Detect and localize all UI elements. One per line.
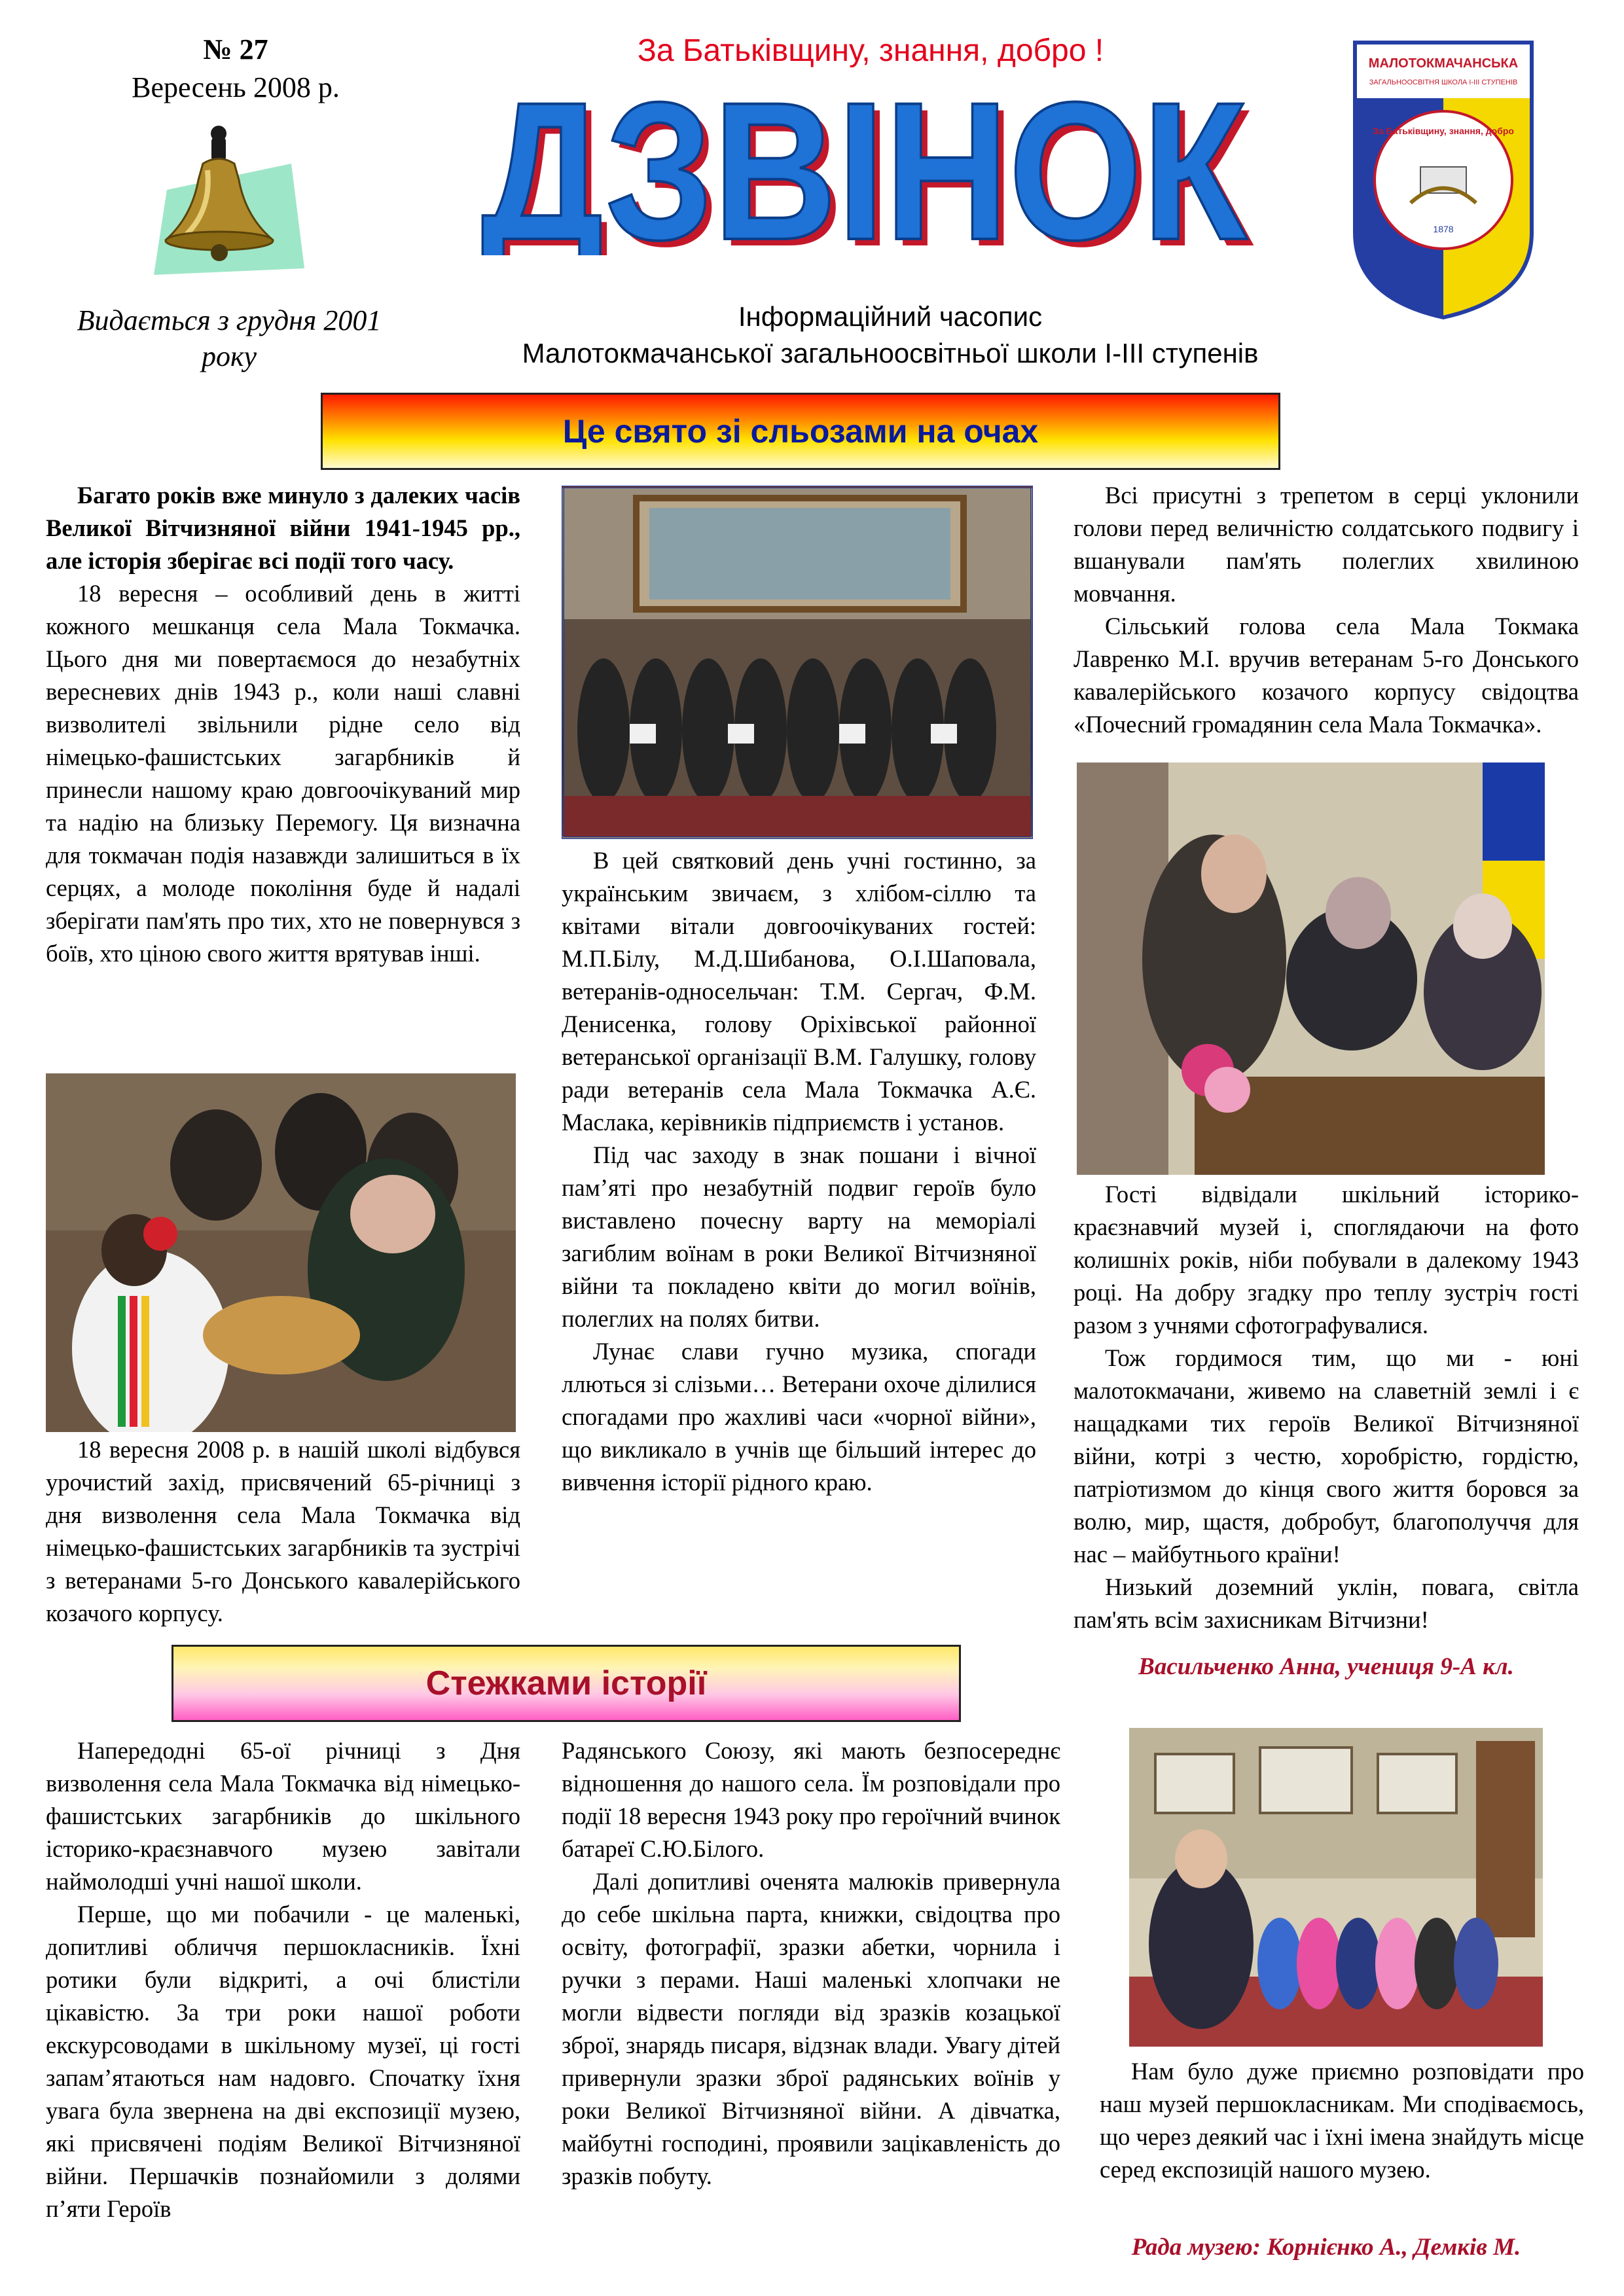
article1-para: Всі присутні з трепетом в серці уклонили голови перед величністю солдатського подвигу і вшанували пам'ять полеглих хвилиною мовчання. [1074,482,1579,607]
article1-para: Низький доземний уклін, повага, світла пам'ять всім захисникам Вітчизни! [1074,1573,1579,1633]
photo-group-veterans [562,486,1033,839]
article1-para: Лунає слави гучно музика, спогади ллються зі слізьми… Ветерани охоче ділилися спогадами про жахливі часи «чорної війни», що викликало в учнів ще більший інтерес до вивчення історії рідного краю. [562,1338,1036,1496]
article1-para: Тож гордимося тим, що ми - юні малотокмачани, живемо на славетній землі і є нащадками тих героїв Великої Вітчизняної війни, котрі з честю, хоробрістю, гордістю, патріотизмом до кінця свого життя боровся за волю, мир, щастя, добробут, благополуччя для нас – майбутнього країни! [1074,1344,1579,1568]
svg-text:ЗАГАЛЬНООСВІТНЯ ШКОЛА І-ІІІ СТ: ЗАГАЛЬНООСВІТНЯ ШКОЛА І-ІІІ СТУПЕНІВ [1369,79,1518,86]
article1-col2 [562,844,1036,1499]
article2-para: Перше, що ми побачили - це маленькі, допитливі обличчя першокласників. Їхні ротики були відкриті, а очі блистіли цікавістю. За три роки нашої роботи екскурсоводами в шкільному музеї, ці гості запам’ятаються нам надовго. Спочатку їхня увага була звернена на дві експозиції музею, які присвячені подіям Великої Вітчизняної війни. Першачків познайомили з долями п’яти Героїв [46,1901,520,2222]
svg-text:МАЛОТОКМАЧАНСЬКА: МАЛОТОКМАЧАНСЬКА [1368,56,1519,71]
article1-signature: Васильченко Анна, учениця 9-А кл. [1138,1653,1514,1680]
subtitle-line2: Малотокмачанської загальноосвітньої школи І-ІІІ ступенів [522,338,1259,368]
article2-para: Нам було дуже приємно розповідати про наш музей першокласникам. Ми сподіваємось, що через деякий час і їхні імена знайдуть місце серед експозицій нашого музею. [1100,2058,1584,2183]
article1-para: В цей святковий день учні гостинно, за українським звичаєм, з хлібом-сіллю та квітами вітали довгоочікуваних гостей: М.П.Білу, М.Д.Шибанова, О.І.Шаповала, ветеранів-односельчан: Т.М. Сергач, Ф.М. Денисенка, голову Оріхівської районної ветеранської організації В.М. Галушку, голову ради ветеранів села Мала Токмачка А.Є. Маслака, керівників підприємств і установ. [562,847,1036,1136]
article1-col3-top [1074,479,1579,741]
article2-col1 [46,1734,520,2225]
article1-lead: Багато років вже минуло з далеких часів Великої Вітчизняної війни 1941-1945 рр., але історія зберігає всі події того часу. [46,482,520,574]
article2-col2 [562,1734,1060,2193]
article1-col3-bottom [1074,1178,1579,1636]
article1-heading: Це свято зі сльозами на очах [321,393,1280,470]
subtitle-line1: Інформаційний часопис [738,301,1043,332]
article2-para: Радянського Союзу, які мають безпосереднє відношення до нашого села. Їм розповідали про події 18 вересня 1943 року про героїчний вчинок батареї С.Ю.Білого. [562,1737,1060,1862]
bell-icon [141,118,311,281]
issue-date: Вересень 2008 р. [132,71,340,103]
article1-para: Під час заходу в знак пошани і вічної пам’яті про незабутній подвиг героїв було виставлено почесну варту на меморіалі загиблим воїнам в роки Великої Вітчизняної війни та покладено квіти до могил воїнів, полеглих на полях битви. [562,1141,1036,1332]
article1-para: Гості відвідали шкільний історико-краєзнавчий музей і, споглядаючи на фото колишніх років, ніби побували в далекому 1943 році. На добру згадку про теплу зустріч гості разом з учнями сфотографувалися. [1074,1181,1579,1338]
article2-heading: Стежками історії [171,1645,961,1722]
svg-text:ДЗВІНОК: ДЗВІНОК [488,72,1256,255]
photo-bread-salt [46,1073,516,1432]
svg-text:ДЗВІНОК: ДЗВІНОК [481,72,1250,255]
article2-col3 [1100,2055,1584,2186]
article2-para: Далі допитливі оченята малюків привернула до себе шкільна парта, книжки, свідоцтва про освіту, фотографії, зразки абетки, чорнила і ручки з перами. Наші маленькі хлопчаки не могли відвести погляди від зразків козацької зброї, знарядь писаря, відзнак влади. Увагу дітей привернули зразки зброї радянських воїнів у роки Великої Вітчизняної війни. А дівчатка, майбутні господині, проявили зацікавленість до зразків побуту. [562,1868,1060,2189]
svg-text:За Батьківщину, знання, добро: За Батьківщину, знання, добро [1373,126,1514,136]
article1-para: 18 вересня 2008 р. в нашій школі відбувся урочистий захід, присвячений 65-річниці з дня визволення села Мала Токмачка від німецько-фашистських загарбників та зустрічі з ветеранами 5-го Донського кавалерійського козачого корпусу. [46,1436,520,1626]
newspaper-title [458,72,1270,255]
issue-number: № 27 [203,33,268,65]
article1-col1-top [46,479,520,970]
photo-museum-children [1129,1728,1543,2047]
article2-signature: Рада музею: Корнієнко А., Демків М. [1131,2234,1521,2261]
svg-text:1878: 1878 [1433,224,1454,234]
since-note: Видається з грудня 2001 року [77,304,382,372]
motto: За Батьківщину, знання, добро ! [637,33,1104,68]
article1-para: 18 вересня – особливий день в житті кожного мешканця села Мала Токмачка. Цього дня ми повертаємося до незабутніх вересневих днів 1943 р., коли наші славні визволителі звільнили рідне село від німецько-фашистських загарбників й принесли нашому краю довгоочікуваний мир та надію на близьку Перемогу. Ця визначна для токмачан подія назавжди залишиться в їх серцях, а молоде покоління буде й надалі зберігати пам'ять про тих, хто не повернувся з боїв, хто ціною свого життя врятував інші. [46,580,520,967]
photo-award-ceremony [1077,762,1545,1175]
school-emblem [1348,36,1538,324]
article1-para: Сільський голова села Мала Токмака Лавренко М.І. вручив ветеранам 5-го Донського кавалерійського козачого корпусу свідоцтва «Почесний громадянин села Мала Токмачка». [1074,613,1579,738]
article1-col1-bottom [46,1433,520,1630]
article2-para: Напередодні 65-ої річниці з Дня визволення села Мала Токмачка від німецько-фашистських загарбників до шкільного історико-краєзнавчого музею завітали наймолодші учні нашої школи. [46,1737,520,1895]
